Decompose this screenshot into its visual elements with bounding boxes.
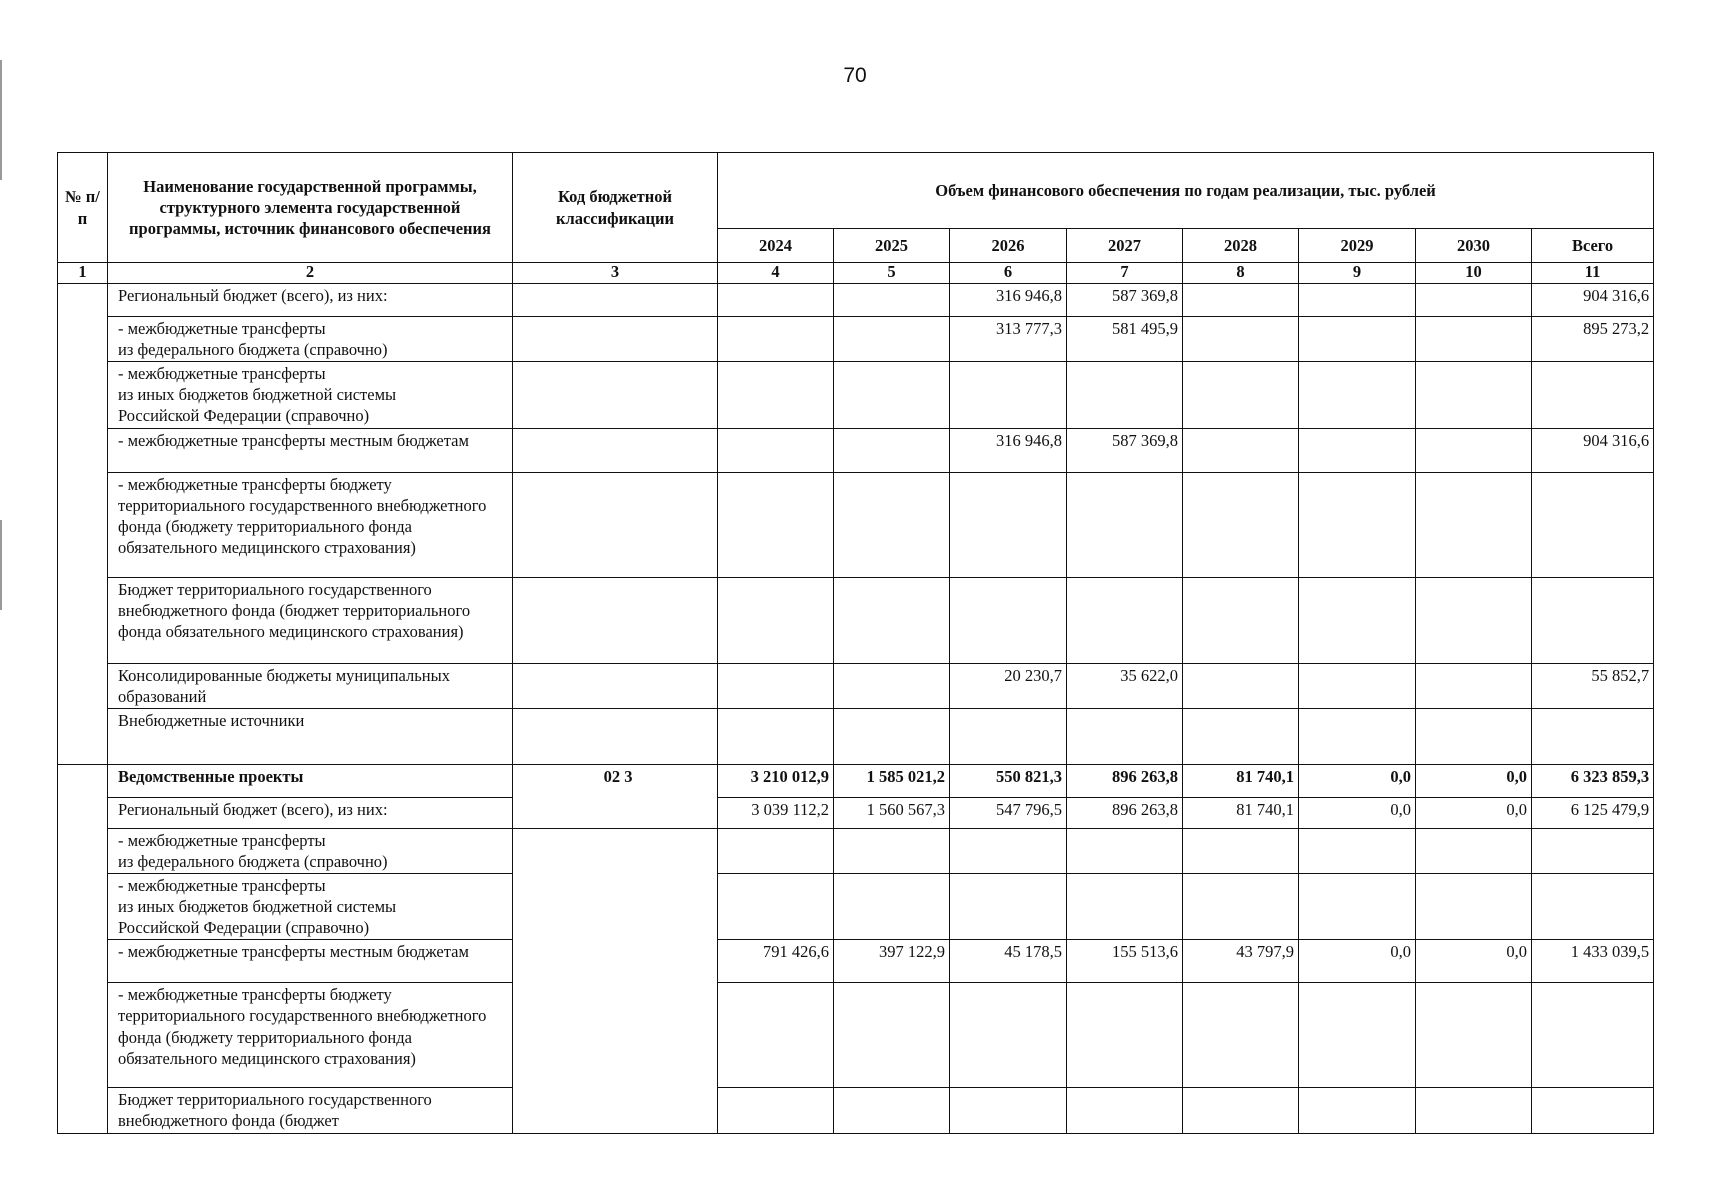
value-cell xyxy=(950,983,1067,1088)
value-cell: 45 178,5 xyxy=(950,940,1067,983)
row-name: - межбюджетные трансферты местным бюджетам xyxy=(108,428,513,472)
table-row xyxy=(58,1088,1654,1133)
row-code xyxy=(513,428,718,472)
value-cell: 81 740,1 xyxy=(1183,764,1299,797)
value-cell xyxy=(718,983,834,1088)
value-cell xyxy=(1299,362,1416,428)
value-cell xyxy=(1299,428,1416,472)
value-cell: 791 426,6 xyxy=(718,940,834,983)
column-number: 3 xyxy=(513,263,718,284)
header-year: 2027 xyxy=(1067,229,1183,263)
value-cell xyxy=(1532,983,1654,1088)
value-cell xyxy=(718,317,834,362)
value-cell: 1 585 021,2 xyxy=(834,764,950,797)
row-code xyxy=(513,317,718,362)
row-name: - межбюджетные трансферты из иных бюджетов бюджетной системы Российской Федерации (справочно) xyxy=(108,873,513,939)
value-cell xyxy=(834,1088,950,1133)
row-name: - межбюджетные трансферты из федерального бюджета (справочно) xyxy=(108,828,513,873)
value-cell xyxy=(1299,317,1416,362)
value-cell: 3 039 112,2 xyxy=(718,797,834,828)
value-cell xyxy=(1532,362,1654,428)
row-name: - межбюджетные трансферты бюджету территориального государственного внебюджетного фонда (бюджету территориального фонда обязательного медицинского страхования) xyxy=(108,983,513,1088)
value-cell xyxy=(834,428,950,472)
value-cell xyxy=(1183,1088,1299,1133)
value-cell: 1 433 039,5 xyxy=(1532,940,1654,983)
value-cell xyxy=(1416,317,1532,362)
value-cell: 896 263,8 xyxy=(1067,764,1183,797)
value-cell xyxy=(1299,663,1416,708)
value-cell xyxy=(950,828,1067,873)
value-cell xyxy=(834,577,950,663)
value-cell: 587 369,8 xyxy=(1067,428,1183,472)
row-code xyxy=(513,708,718,764)
column-number: 9 xyxy=(1299,263,1416,284)
value-cell: 6 125 479,9 xyxy=(1532,797,1654,828)
table-row xyxy=(58,828,1654,873)
value-cell xyxy=(834,472,950,577)
column-number: 6 xyxy=(950,263,1067,284)
column-number: 4 xyxy=(718,263,834,284)
value-cell xyxy=(1532,577,1654,663)
row-name: Региональный бюджет (всего), из них: xyxy=(108,797,513,828)
value-cell xyxy=(1067,1088,1183,1133)
table-row xyxy=(58,873,1654,939)
row-number-cell xyxy=(58,764,108,1133)
value-cell xyxy=(1416,708,1532,764)
row-name: Региональный бюджет (всего), из них: xyxy=(108,284,513,317)
row-name: - межбюджетные трансферты из федерального бюджета (справочно) xyxy=(108,317,513,362)
value-cell xyxy=(1532,1088,1654,1133)
value-cell xyxy=(1299,828,1416,873)
row-name: Консолидированные бюджеты муниципальных образований xyxy=(108,663,513,708)
value-cell xyxy=(1067,472,1183,577)
value-cell: 904 316,6 xyxy=(1532,428,1654,472)
value-cell xyxy=(834,708,950,764)
row-code xyxy=(513,362,718,428)
column-number: 2 xyxy=(108,263,513,284)
table-row xyxy=(58,362,1654,428)
value-cell: 904 316,6 xyxy=(1532,284,1654,317)
value-cell xyxy=(834,362,950,428)
value-cell: 547 796,5 xyxy=(950,797,1067,828)
row-name: Внебюджетные источники xyxy=(108,708,513,764)
value-cell xyxy=(1532,873,1654,939)
value-cell xyxy=(1299,873,1416,939)
value-cell xyxy=(950,708,1067,764)
value-cell: 6 323 859,3 xyxy=(1532,764,1654,797)
row-code xyxy=(513,472,718,577)
table-row xyxy=(58,983,1654,1088)
row-code xyxy=(513,663,718,708)
header-code: Код бюджетной классификации xyxy=(513,153,718,263)
value-cell xyxy=(1183,828,1299,873)
value-cell xyxy=(718,828,834,873)
row-name: Бюджет территориального государственного внебюджетного фонда (бюджет xyxy=(108,1088,513,1133)
value-cell xyxy=(1299,472,1416,577)
value-cell xyxy=(1067,708,1183,764)
page-number: 70 xyxy=(843,64,867,87)
value-cell xyxy=(718,708,834,764)
budget-code: 02 3 xyxy=(513,764,718,828)
value-cell xyxy=(1183,708,1299,764)
value-cell xyxy=(1183,577,1299,663)
value-cell: 0,0 xyxy=(1416,940,1532,983)
value-cell xyxy=(1532,828,1654,873)
value-cell xyxy=(718,873,834,939)
value-cell xyxy=(834,284,950,317)
value-cell: 0,0 xyxy=(1416,764,1532,797)
value-cell: 81 740,1 xyxy=(1183,797,1299,828)
scan-edge-mark xyxy=(0,520,2,610)
value-cell xyxy=(950,577,1067,663)
value-cell xyxy=(1416,983,1532,1088)
value-cell xyxy=(834,873,950,939)
header-year: 2026 xyxy=(950,229,1067,263)
row-name: Бюджет территориального государственного внебюджетного фонда (бюджет территориального фонда обязательного медицинского страхования) xyxy=(108,577,513,663)
table-row xyxy=(58,317,1654,362)
value-cell xyxy=(1299,708,1416,764)
row-number-cell xyxy=(58,284,108,765)
value-cell xyxy=(834,828,950,873)
value-cell xyxy=(1183,284,1299,317)
value-cell: 896 263,8 xyxy=(1067,797,1183,828)
value-cell xyxy=(718,1088,834,1133)
value-cell: 0,0 xyxy=(1299,764,1416,797)
value-cell xyxy=(1183,317,1299,362)
value-cell xyxy=(950,362,1067,428)
column-number: 5 xyxy=(834,263,950,284)
budget-table xyxy=(57,152,1654,1134)
value-cell xyxy=(1416,663,1532,708)
table-row xyxy=(58,577,1654,663)
value-cell xyxy=(1416,472,1532,577)
budget-code-empty xyxy=(513,828,718,1133)
value-cell xyxy=(718,362,834,428)
table-row xyxy=(58,284,1654,317)
value-cell: 895 273,2 xyxy=(1532,317,1654,362)
row-name: - межбюджетные трансферты из иных бюджетов бюджетной системы Российской Федерации (справочно) xyxy=(108,362,513,428)
value-cell xyxy=(1183,428,1299,472)
row-code xyxy=(513,577,718,663)
value-cell xyxy=(718,284,834,317)
value-cell xyxy=(1183,663,1299,708)
table-row xyxy=(58,940,1654,983)
value-cell xyxy=(1416,873,1532,939)
value-cell: 43 797,9 xyxy=(1183,940,1299,983)
value-cell: 313 777,3 xyxy=(950,317,1067,362)
row-name: - межбюджетные трансферты местным бюджетам xyxy=(108,940,513,983)
value-cell: 155 513,6 xyxy=(1067,940,1183,983)
value-cell xyxy=(1067,828,1183,873)
value-cell xyxy=(1067,362,1183,428)
value-cell: 587 369,8 xyxy=(1067,284,1183,317)
value-cell xyxy=(1299,983,1416,1088)
value-cell xyxy=(1299,577,1416,663)
value-cell xyxy=(718,663,834,708)
value-cell: 55 852,7 xyxy=(1532,663,1654,708)
value-cell: 316 946,8 xyxy=(950,284,1067,317)
table-row xyxy=(58,797,1654,828)
value-cell xyxy=(950,1088,1067,1133)
value-cell xyxy=(1416,828,1532,873)
header-name: Наименование государственной программы, структурного элемента государственной программы, источник финансового обеспечения xyxy=(108,153,513,263)
header-year-total: Всего xyxy=(1532,229,1654,263)
value-cell xyxy=(718,428,834,472)
value-cell xyxy=(1416,284,1532,317)
value-cell xyxy=(718,472,834,577)
value-cell xyxy=(1299,284,1416,317)
header-volume: Объем финансового обеспечения по годам реализации, тыс. рублей xyxy=(718,153,1654,229)
value-cell xyxy=(1416,577,1532,663)
table-row xyxy=(58,472,1654,577)
value-cell: 3 210 012,9 xyxy=(718,764,834,797)
value-cell: 20 230,7 xyxy=(950,663,1067,708)
value-cell xyxy=(1416,428,1532,472)
value-cell: 0,0 xyxy=(1416,797,1532,828)
header-year: 2025 xyxy=(834,229,950,263)
column-number: 11 xyxy=(1532,263,1654,284)
table-row xyxy=(58,428,1654,472)
value-cell xyxy=(1299,1088,1416,1133)
value-cell xyxy=(834,663,950,708)
table-row xyxy=(58,663,1654,708)
value-cell xyxy=(1067,983,1183,1088)
row-code xyxy=(513,284,718,317)
value-cell xyxy=(950,472,1067,577)
header-year: 2028 xyxy=(1183,229,1299,263)
value-cell: 35 622,0 xyxy=(1067,663,1183,708)
value-cell xyxy=(1067,873,1183,939)
row-name: - межбюджетные трансферты бюджету территориального государственного внебюджетного фонда (бюджету территориального фонда обязательного медицинского страхования) xyxy=(108,472,513,577)
value-cell: 0,0 xyxy=(1299,797,1416,828)
value-cell: 397 122,9 xyxy=(834,940,950,983)
value-cell xyxy=(834,317,950,362)
row-name: Ведомственные проекты xyxy=(108,764,513,797)
value-cell xyxy=(718,577,834,663)
column-number: 7 xyxy=(1067,263,1183,284)
value-cell xyxy=(1183,472,1299,577)
header-year: 2024 xyxy=(718,229,834,263)
value-cell xyxy=(1532,708,1654,764)
scan-edge-mark xyxy=(0,60,2,180)
column-number: 1 xyxy=(58,263,108,284)
value-cell: 581 495,9 xyxy=(1067,317,1183,362)
value-cell xyxy=(1183,362,1299,428)
value-cell: 1 560 567,3 xyxy=(834,797,950,828)
value-cell xyxy=(1416,362,1532,428)
value-cell xyxy=(1183,873,1299,939)
value-cell: 0,0 xyxy=(1299,940,1416,983)
header-number: № п/п xyxy=(58,153,108,263)
table-row xyxy=(58,764,1654,797)
header-year: 2029 xyxy=(1299,229,1416,263)
value-cell xyxy=(1183,983,1299,1088)
value-cell xyxy=(1067,577,1183,663)
column-number: 8 xyxy=(1183,263,1299,284)
value-cell xyxy=(1532,472,1654,577)
value-cell xyxy=(1416,1088,1532,1133)
value-cell: 316 946,8 xyxy=(950,428,1067,472)
column-number: 10 xyxy=(1416,263,1532,284)
value-cell xyxy=(834,983,950,1088)
value-cell xyxy=(950,873,1067,939)
header-year: 2030 xyxy=(1416,229,1532,263)
table-row xyxy=(58,708,1654,764)
value-cell: 550 821,3 xyxy=(950,764,1067,797)
